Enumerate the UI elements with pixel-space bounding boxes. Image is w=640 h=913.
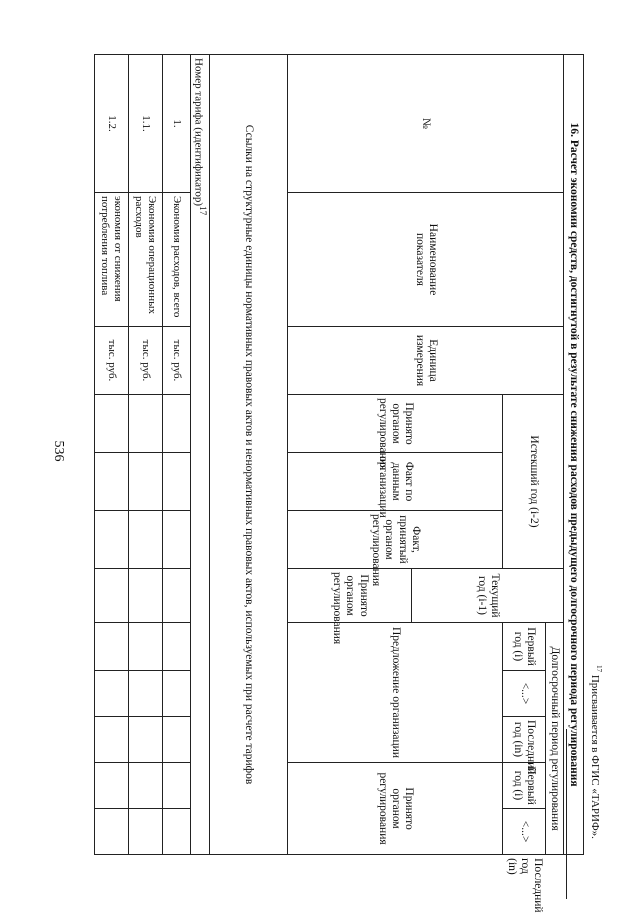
cell [95, 717, 129, 763]
header-no: № [288, 55, 564, 193]
cell [163, 717, 191, 763]
cell [163, 395, 191, 453]
footnote [589, 665, 603, 839]
tarif-footnote-mark: 17 [198, 206, 209, 216]
header-accepted: Принято органом регулирования [288, 395, 503, 453]
cell [129, 511, 163, 569]
cell [163, 623, 191, 671]
cell [129, 809, 163, 855]
table-caption: 16. Расчет экономии средств, достигнутой в результате снижения расходов предыдущего долгосрочного периода регулирования [564, 55, 584, 855]
cell [129, 453, 163, 511]
row-unit: тыс. руб. [129, 327, 163, 395]
header-name: Наименование показателя [288, 193, 564, 327]
header-long-period: Долгосрочный период регулирования [546, 623, 564, 855]
header-current-year: Текущий год (i-1) [412, 569, 564, 623]
footnote-divider [566, 729, 567, 899]
cell [163, 569, 191, 623]
row-no: 1.1. [129, 55, 163, 193]
page-number: 536 [51, 440, 66, 462]
cell [163, 809, 191, 855]
header-ellipsis-proposal: <...> [503, 671, 546, 717]
cell [95, 569, 129, 623]
footnote-text: Присваивается в ФГИС «ТАРИФ». [589, 674, 602, 839]
cell [163, 511, 191, 569]
row-unit: тыс. руб. [163, 327, 191, 395]
header-links: Ссылки на структурные единицы нормативных правовых актов и ненормативных правовых актов, используемых при расчете тарифов [210, 55, 288, 855]
cell [95, 453, 129, 511]
row-unit: тыс. руб. [95, 327, 129, 395]
row-no: 1. [163, 55, 191, 193]
row-name: экономия от снижения потребления топлива [95, 193, 129, 327]
header-ellipsis-accepted: <...> [503, 809, 546, 855]
cell [129, 671, 163, 717]
cell [129, 395, 163, 453]
economy-table: 16. Расчет экономии средств, достигнутой в результате снижения расходов предыдущего долгосрочного периода регулирования № Наименование показателя Единица измерения Истекший год (i-2) Текущий год (i-1) Долгосрочный период регулирования Первый год (i) <...> Последний год (in) Первый год (i) <...> Последний год (in) Принято органом регулирования Факт по данным организации Факт, принятый органом регулирования Предложение организации Принято органом регулирования Принято органом регулирования Ссылки на структурные единицы нормативных правовых актов и ненормативных правовых актов, используемых при расчете тарифов Номер тарифа (идентификатор)$^{17}$ 1. Экономия расходов, всего тыс. руб. 1.1. Экономия операционных расходов тыс. руб. 1.2. экономия от снижения потребления топлива тыс. руб. [94, 54, 584, 855]
cell [95, 395, 129, 453]
cell [163, 453, 191, 511]
header-first-year-proposal: Первый год (i) [503, 623, 546, 671]
tarif-row [191, 55, 210, 855]
tarif-label: Номер тарифа (идентификатор) [192, 58, 205, 207]
header-unit: Единица измерения [288, 327, 564, 395]
cell [129, 623, 163, 671]
table-row [163, 55, 191, 855]
table-row [129, 55, 163, 855]
header-fact-org: Факт по данным организации [288, 453, 503, 511]
cell [163, 671, 191, 717]
row-name: Экономия операционных расходов [129, 193, 163, 327]
header-last-year-proposal: Последний год (in) [503, 717, 546, 763]
header-long-accepted: Принято органом регулирования [288, 763, 503, 855]
footnote-mark: 17 [594, 665, 603, 673]
row-name: Экономия расходов, всего [163, 193, 191, 327]
cell [95, 809, 129, 855]
cell [163, 763, 191, 809]
header-fact-accepted: Факт, принятый органом регулирования [288, 511, 503, 569]
header-current-accepted: Принято органом регулирования [288, 569, 412, 623]
cell [95, 623, 129, 671]
cell [129, 569, 163, 623]
header-proposal: Предложение организации [288, 623, 503, 763]
table-row [95, 55, 129, 855]
cell [95, 671, 129, 717]
cell [95, 511, 129, 569]
cell [129, 717, 163, 763]
row-no: 1.2. [95, 55, 129, 193]
header-expired-year: Истекший год (i-2) [503, 395, 564, 569]
cell [129, 763, 163, 809]
rotated-page-canvas [94, 54, 584, 913]
header-first-year-accepted: Первый год (i) [503, 763, 546, 809]
cell [95, 763, 129, 809]
